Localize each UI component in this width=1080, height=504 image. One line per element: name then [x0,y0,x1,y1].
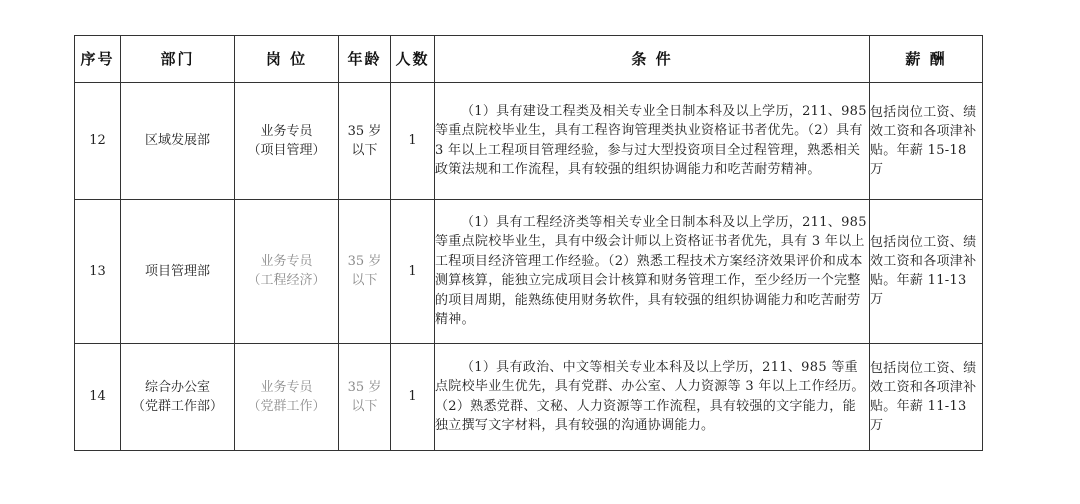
post-cell [235,82,339,199]
post-line: （工程经济） [247,273,326,289]
department-line: （党群工作部） [131,398,223,414]
headcount-cell: 1 [391,343,435,450]
table-row [75,343,983,450]
post-line: 业务专员 [260,123,313,139]
condition-cell: （1）具有政治、中文等相关专业本科及以上学历，211、985 等重点院校毕业生优先，具有党群、办公室、人力资源等 3 年以上工作经历。（2）熟悉党群、文秘、人力资源等工作流程，具有较强的文字能力，能独立撰写文字材料，具有较强的沟通协调能力。 [435,343,870,450]
condition-cell: （1）具有建设工程类及相关专业全日制本科及以上学历，211、985 等重点院校毕业生，具有工程咨询管理类执业资格证书者优先。（2）具有 3 年以上工程项目管理经验，参与过大型投资项目全过程管理，熟悉相关政策法规和工作流程，具有较强的组织协调能力和吃苦耐劳精神。 [435,82,870,199]
row-number: 14 [75,343,121,450]
post-cell [235,343,339,450]
age-line: 35 岁 [347,254,382,270]
post-line: （项目管理） [247,142,326,158]
age-line: 以下 [351,398,378,414]
row-number: 12 [75,82,121,199]
header-post: 岗 位 [235,36,339,83]
department-line: 综合办公室 [144,379,210,395]
department-cell [121,82,235,199]
age-cell [339,343,391,450]
age-line: 以下 [351,273,378,289]
row-number: 13 [75,199,121,343]
post-line: 业务专员 [260,254,313,270]
department-cell [121,343,235,450]
salary-cell: 包括岗位工资、绩效工资和各项津补贴。年薪 11-13 万 [870,199,983,343]
age-cell [339,199,391,343]
salary-cell: 包括岗位工资、绩效工资和各项津补贴。年薪 15-18 万 [870,82,983,199]
age-line: 以下 [351,142,378,158]
post-cell [235,199,339,343]
header-no: 序号 [75,36,121,83]
header-age: 年龄 [339,36,391,83]
condition-cell: （1）具有工程经济类等相关专业全日制本科及以上学历，211、985 等重点院校毕业生，具有中级会计师以上资格证书者优先，具有 3 年以上工程项目经济管理工作经验。（2）熟悉工程技术方案经济效果评价和成本测算核算，能独立完成项目会计核算和财务管理工作，至少经历一个完整的项目周期，能熟练使用财务软件，具有较强的组织协调能力和吃苦耐劳精神。 [435,199,870,343]
header-count: 人数 [391,36,435,83]
header-condition: 条 件 [435,36,870,83]
department-line: 项目管理部 [144,263,210,279]
post-line: （党群工作） [247,398,326,414]
header-dept: 部门 [121,36,235,83]
salary-cell: 包括岗位工资、绩效工资和各项津补贴。年薪 11-13 万 [870,343,983,450]
age-line: 35 岁 [347,123,382,139]
department-line: 区域发展部 [144,133,210,149]
age-line: 35 岁 [347,379,382,395]
header-salary: 薪 酬 [870,36,983,83]
headcount-cell: 1 [391,199,435,343]
age-cell [339,82,391,199]
department-cell [121,199,235,343]
header-row [75,36,983,83]
recruitment-table [74,35,983,451]
post-line: 业务专员 [260,379,313,395]
table-row [75,82,983,199]
table-row [75,199,983,343]
headcount-cell: 1 [391,82,435,199]
